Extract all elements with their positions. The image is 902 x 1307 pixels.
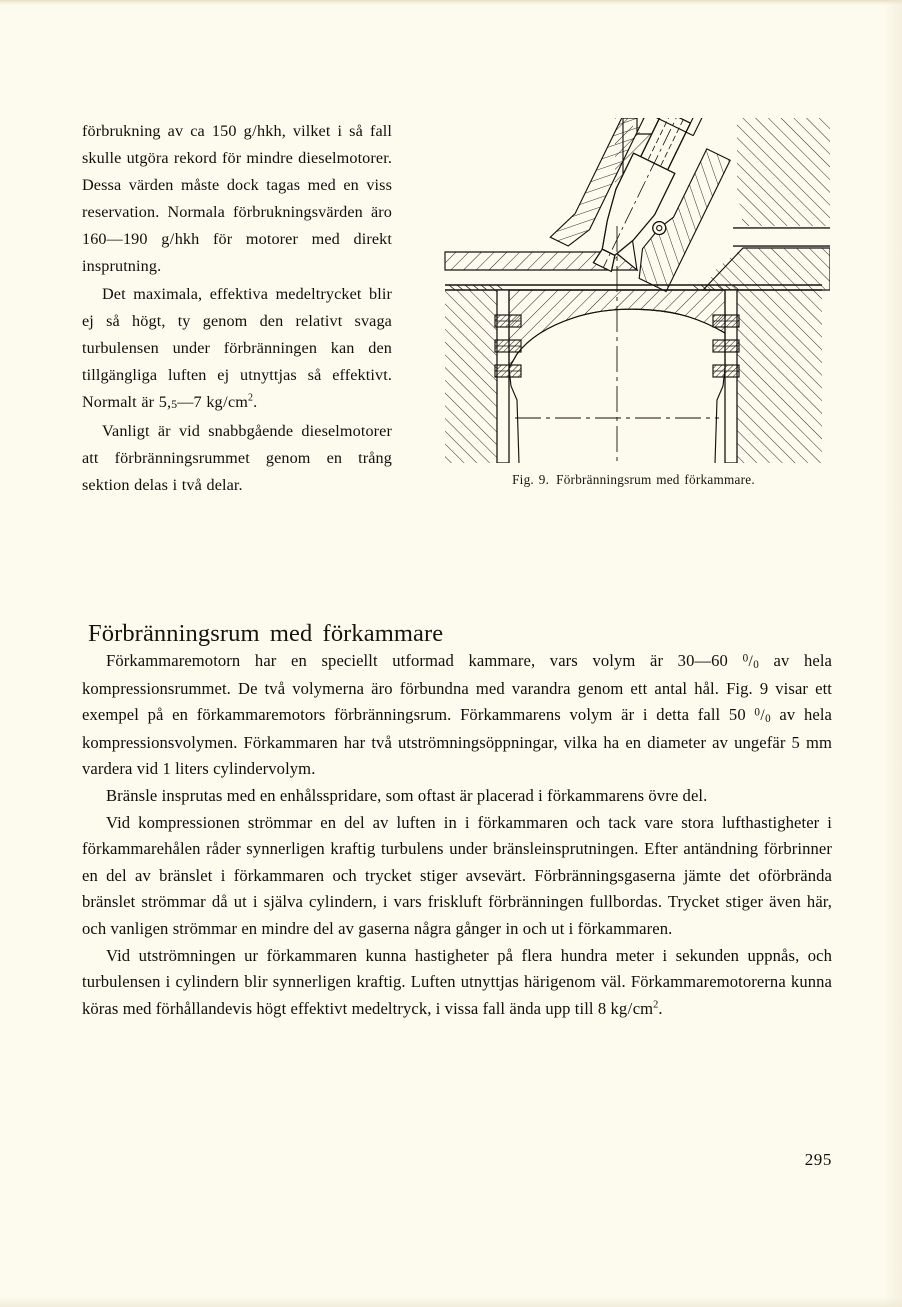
paragraph-prechamber-volume: Förkammaremotorn har en speciellt utformad kammare, vars volym är 30—60 $^0$/0 av hela kompressionsrummet. De två volymerna äro förbundna med varandra genom ett antal hål. Fig. 9 visar ett exempel på en förkammaremotors förbränningsrum. Förkammarens volym är i detta fall 50 $^0$/0 av hela kompressionsvolymen. Förkammaren har två utströmningsöppningar, vilka ha en diameter av ungefär 5 mm vardera vid 1 liters cylindervolym. [82, 651, 832, 779]
figure-number: Fig. 9. [512, 472, 550, 487]
paragraph-divided-chamber: Vanligt är vid snabbgående dieselmotorer att förbränningsrummet genom en trång sektion delas i två delar. [82, 421, 392, 495]
combustion-chamber-drawing [437, 118, 830, 463]
paragraph-injector-placement: Bränsle insprutas med en enhålsspridare, som oftast är placerad i förkammarens övre del. [106, 785, 708, 805]
paragraph-outflow-turbulence: Vid utströmningen ur förkammaren kunna hastigheter på flera hundra meter i sekunden uppnås, och turbulensen i cylindern blir synnerligen kraftig. Luften utnyttjas härigenom väl. Förkammaremotorerna kunna köras med förhållandevis högt effektivt medeltryck, i vissa fall ända upp till 8 $kg/cm^2$. [82, 945, 832, 1018]
section-heading: Förbränningsrum med förkammare [88, 620, 444, 648]
paragraph-continuation: förbrukning av ca 150 g/hkh, vilket i så fall skulle utgöra rekord för mindre dieselmotorer. Dessa värden måste dock tagas med en viss reservation. Normala förbrukningsvärden äro 160—190 g/hkh för motorer med direkt insprutning. [82, 122, 393, 276]
page-number: 295 [804, 1150, 832, 1169]
left-text-column [82, 118, 392, 499]
figure-9 [437, 118, 830, 488]
figure-caption-text: Förbränningsrum med förkammare. [556, 472, 755, 487]
body-prose [82, 648, 832, 1022]
paragraph-mean-pressure: Det maximala, effektiva medeltrycket blir ej så högt, ty genom den relativt svaga turbulensen under förbränningen kan den tillgängliga luften ej utnyttjas så effektivt. Normalt är 5,5—7 $kg/cm^2$. [82, 284, 392, 411]
figure-caption [437, 472, 830, 488]
paragraph-compression-flow: Vid kompressionen strömmar en del av luften in i förkammaren och tack vare stora lufthastigheter i förkammarehålen råder synnerligen kraftig turbulens under bränsleinsprutningen. Efter antändning förbrinner en del av bränslet i förkammaren och trycket stiger avsevärt. Förbränningsgaserna jämte det oförbrända bränslet strömmar då ut i själva cylindern, i vars friskluft förbränningen fullbordas. Trycket stiger även här, och vanligen strömmar en mindre del av gaserna några gånger in och ut i förkammaren. [82, 812, 832, 938]
